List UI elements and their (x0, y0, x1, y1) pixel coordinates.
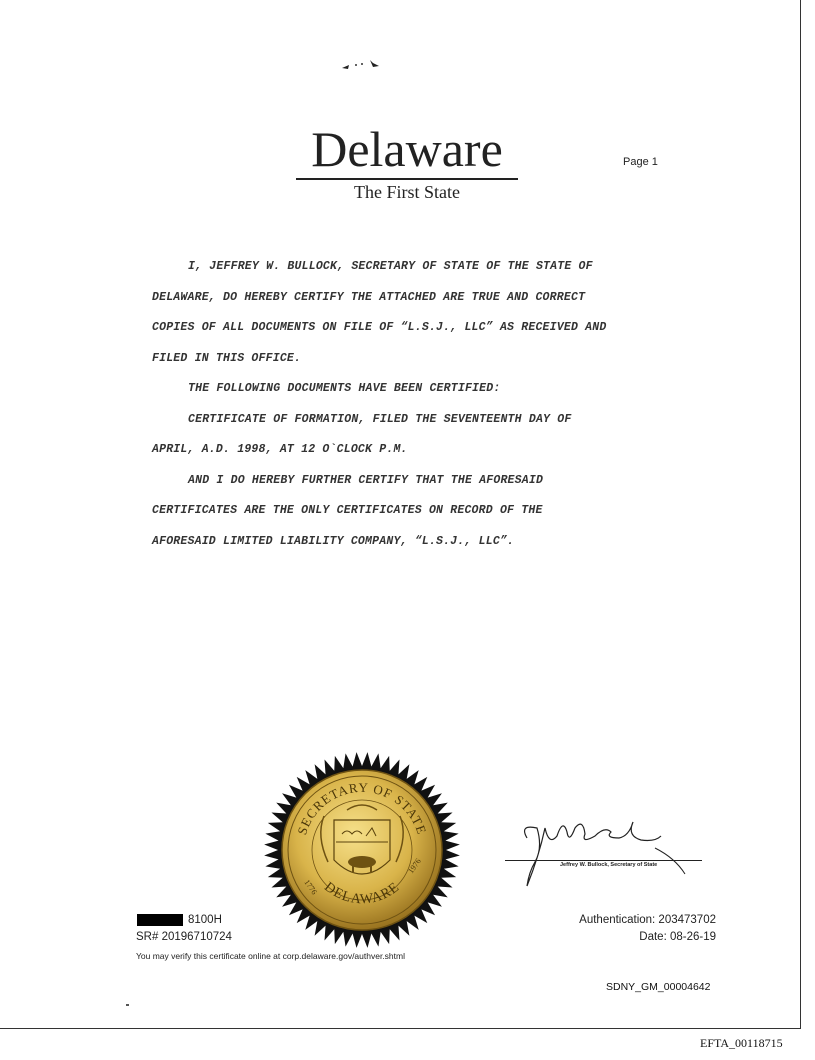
scan-speck (126, 1004, 129, 1006)
text-line: CERTIFICATE OF FORMATION, FILED THE SEVENTEENTH DAY OF (188, 412, 572, 426)
verify-notice: You may verify this certificate online at corp.delaware.gov/authver.shtml (136, 951, 405, 961)
page-subtitle: The First State (354, 182, 460, 202)
text-line: APRIL, A.D. 1998, AT 12 O`CLOCK P.M. (152, 443, 408, 456)
text-line: AFORESAID LIMITED LIABILITY COMPANY, “L.S.J., LLC”. (152, 534, 515, 548)
seal-text-bottom: DELAWARE (321, 879, 403, 908)
efta-number: EFTA_00118715 (700, 1036, 783, 1050)
bates-number: SDNY_GM_00004642 (606, 981, 711, 993)
seal-year-right: 1976 (406, 856, 423, 876)
signature-line (505, 860, 702, 861)
text-line: CERTIFICATES ARE THE ONLY CERTIFICATES ON RECORD OF THE (152, 504, 543, 517)
text-line: FILED IN THIS OFFICE. (152, 351, 302, 365)
scan-artifact-icon (340, 56, 382, 72)
state-seal-icon (262, 750, 462, 950)
text-line: COPIES OF ALL DOCUMENTS ON FILE OF “L.S.J., LLC” AS RECEIVED AND (152, 321, 607, 334)
page-number: Page 1 (623, 156, 658, 168)
file-code: 8100H (188, 914, 222, 926)
text-line: I, JEFFREY W. BULLOCK, SECRETARY OF STATE OF THE STATE OF (188, 260, 593, 273)
page-title: Delaware (296, 120, 518, 180)
certification-text (152, 252, 712, 557)
seal-text-top: SECRETARY OF STATE (294, 779, 430, 837)
text-line: DELAWARE, DO HEREBY CERTIFY THE ATTACHED ARE TRUE AND CORRECT (152, 290, 586, 304)
seal-year-left: 1776 (302, 877, 319, 897)
signature-icon (505, 808, 705, 888)
filing-reference (136, 912, 232, 946)
certificate-date: Date: 08-26-19 (639, 931, 716, 943)
text-line: AND I DO HEREBY FURTHER CERTIFY THAT THE AFORESAID (188, 473, 544, 487)
signature-caption: Jeffrey W. Bullock, Secretary of State (560, 862, 658, 868)
authentication-block (540, 912, 716, 946)
sr-number: SR# 20196710724 (136, 931, 232, 943)
text-line: THE FOLLOWING DOCUMENTS HAVE BEEN CERTIFIED: (188, 382, 501, 395)
authentication-number: Authentication: 203473702 (579, 914, 716, 926)
